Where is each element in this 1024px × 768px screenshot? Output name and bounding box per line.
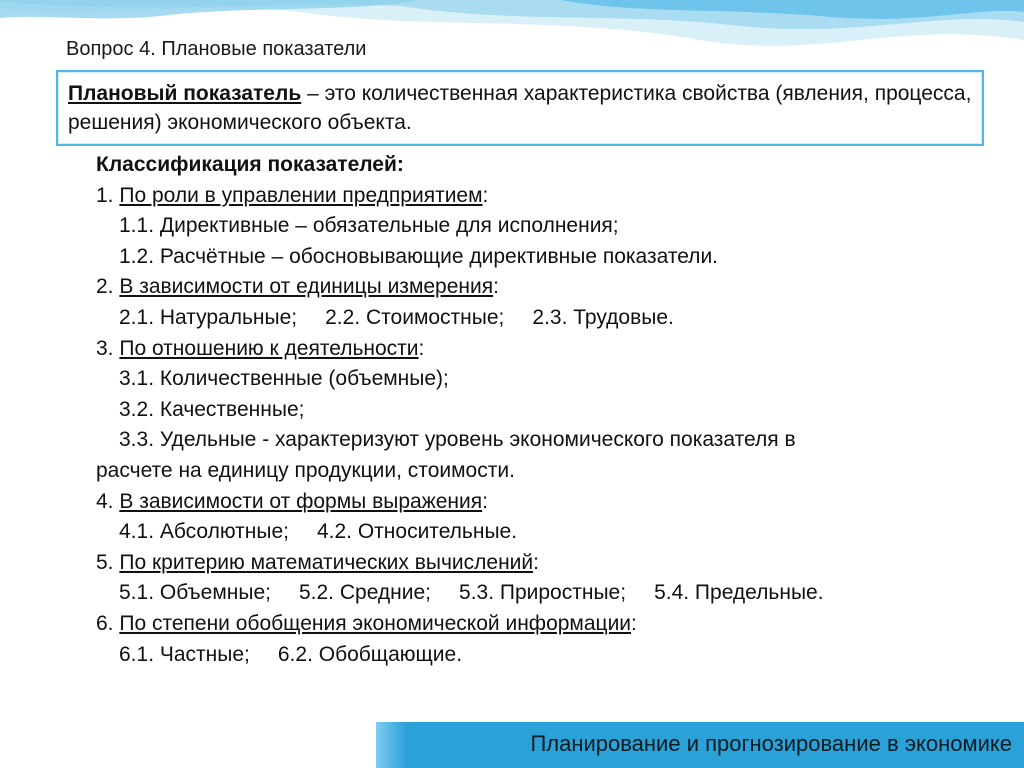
criterion-number: 1. bbox=[96, 183, 120, 207]
footer-bar bbox=[376, 722, 1024, 768]
criterion-label: По отношению к деятельности bbox=[119, 336, 419, 360]
criterion-2 bbox=[96, 272, 976, 303]
sub-item: 3.2. Качественные; bbox=[119, 397, 305, 421]
sub-item: 4.1. Абсолютные; bbox=[119, 520, 289, 544]
criterion-label: По роли в управлении предприятием bbox=[119, 183, 483, 207]
sub-item: 1.1. Директивные – обязательные для исполнения; bbox=[119, 214, 619, 238]
definition-body: – это количественная характеристика свойства (явления, процесса, решения) экономического объекта. bbox=[68, 82, 972, 134]
criterion-label: В зависимости от единицы измерения bbox=[119, 275, 494, 299]
definition-term: Плановый показатель bbox=[68, 82, 302, 105]
sub-item: 2.2. Стоимостные; bbox=[325, 305, 505, 329]
criterion-label: По критерию математических вычислений bbox=[119, 550, 534, 574]
sub-item: 4.2. Относительные. bbox=[316, 520, 518, 544]
criterion-number: 5. bbox=[96, 550, 120, 574]
sub-item: 5.4. Предельные. bbox=[654, 581, 824, 605]
footer-course-title: Планирование и прогнозирование в экономике bbox=[530, 731, 1012, 756]
sub-items-inline bbox=[96, 578, 976, 609]
sub-item: 2.1. Натуральные; bbox=[119, 305, 298, 329]
colon: : bbox=[631, 611, 637, 635]
classification-list bbox=[96, 150, 976, 670]
criterion-number: 3. bbox=[96, 336, 120, 360]
sub-item-continuation: расчете на единицу продукции, стоимости. bbox=[96, 458, 515, 482]
sub-item: 6.2. Обобщающие. bbox=[277, 642, 463, 666]
slide-title: Вопрос 4. Плановые показатели bbox=[66, 38, 367, 60]
classification-heading: Классификация показателей: bbox=[96, 153, 404, 176]
sub-item: 5.1. Объемные; bbox=[119, 581, 271, 605]
criterion-number: 6. bbox=[96, 611, 120, 635]
sub-item: 1.2. Расчётные – обосновывающие директивные показатели. bbox=[119, 244, 719, 268]
criterion-5 bbox=[96, 548, 976, 579]
definition-box bbox=[56, 70, 984, 146]
sub-item: 3.1. Количественные (объемные); bbox=[119, 367, 449, 391]
colon: : bbox=[418, 336, 425, 360]
colon: : bbox=[493, 275, 499, 299]
criterion-3 bbox=[96, 334, 976, 365]
criterion-1 bbox=[96, 181, 976, 212]
criterion-6 bbox=[96, 609, 976, 640]
colon: : bbox=[482, 183, 489, 207]
sub-items-inline bbox=[96, 517, 976, 548]
criterion-4 bbox=[96, 487, 976, 518]
sub-item: 6.1. Частные; bbox=[119, 642, 250, 666]
colon: : bbox=[482, 489, 488, 513]
sub-item: 3.3. Удельные - характеризуют уровень экономического показателя в bbox=[119, 428, 796, 452]
sub-item: 5.3. Приростные; bbox=[459, 581, 627, 605]
colon: : bbox=[533, 550, 539, 574]
criterion-number: 2. bbox=[96, 275, 120, 299]
sub-item: 5.2. Средние; bbox=[298, 581, 432, 605]
criterion-number: 4. bbox=[96, 489, 120, 513]
sub-item: 2.3. Трудовые. bbox=[532, 305, 674, 329]
criterion-label: По степени обобщения экономической информации bbox=[119, 611, 632, 635]
criterion-label: В зависимости от формы выражения bbox=[119, 489, 483, 513]
sub-items-inline bbox=[96, 303, 976, 334]
definition-text bbox=[68, 79, 974, 137]
sub-items-inline bbox=[96, 640, 976, 671]
